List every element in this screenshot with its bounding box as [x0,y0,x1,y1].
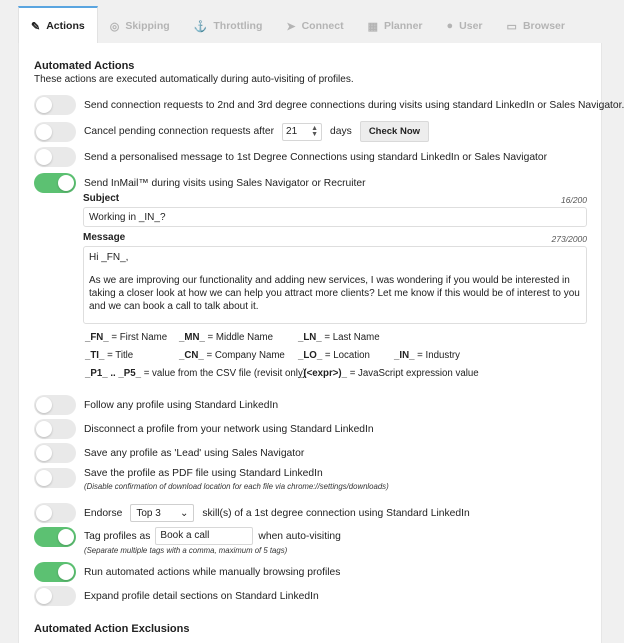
message-greeting: Hi _FN_, [89,252,129,263]
section-title: Automated Actions [34,60,135,72]
save-lead-toggle[interactable] [34,443,76,463]
endorse-suffix-label: skill(s) of a 1st degree connection using Standard LinkedIn [202,507,470,519]
cancel-pending-row [34,121,429,142]
message-body: As we are improving our functionality and adding new services, I was wondering if you would be interested in taking a closer look at how we can help you attract more clients? Let me know if this would be of interest to you and we can book a call to talk about it. [89,275,580,312]
send-connection-label: Send connection requests to 2nd and 3rd degree connections during visits using standard LinkedIn or Sales Navigator. [84,99,624,111]
cancel-days-value: 21 [286,126,298,137]
tab-label: Planner [384,20,423,32]
tag-row [34,527,341,555]
endorse-select[interactable] [130,504,194,522]
subject-label: Subject [83,193,120,204]
token-in: _IN_ = Industry [394,350,460,361]
save-pdf-note: (Disable confirmation of download location for each file via chrome://settings/downloads) [84,482,389,491]
user-icon: ● [446,20,454,32]
tab-user[interactable] [435,8,495,44]
tab-planner[interactable] [356,8,435,44]
tab-skipping[interactable] [98,8,182,44]
message-textarea[interactable] [83,246,587,324]
token-ln: _LN_ = Last Name [298,332,380,343]
subject-input[interactable] [83,207,587,227]
expand-sections-row [34,586,319,606]
follow-row [34,395,278,415]
personalised-message-label: Send a personalised message to 1st Degree Connections using standard LinkedIn or Sales Navigator [84,151,548,163]
eye-slash-icon: ◎ [109,20,120,33]
token-p: _P1_ .. _P5_ = value from the CSV file (revisit only) [85,368,307,379]
tab-browser[interactable] [495,8,577,44]
tab-label: Connect [301,20,344,32]
send-inmail-row [34,173,366,193]
tab-throttling[interactable] [182,8,275,44]
save-pdf-text [84,468,389,491]
message-label: Message [83,232,126,243]
token-expr: _(<expr>)_ = JavaScript expression value [298,368,479,379]
send-inmail-label: Send InMail™ during visits using Sales Navigator or Recruiter [84,177,366,189]
tag-suffix-label: when auto-visiting [258,530,341,542]
tab-label: User [459,20,483,32]
disconnect-row [34,419,374,439]
endorse-row [34,503,470,523]
token-fn: _FN_ = First Name [85,332,168,343]
expand-sections-label: Expand profile detail sections on Standard LinkedIn [84,590,319,602]
tab-label: Browser [522,20,565,32]
tag-toggle[interactable] [34,527,76,547]
tag-input[interactable]: Book a call [155,527,253,545]
endorse-toggle[interactable] [34,503,76,523]
check-now-button[interactable]: Check Now [360,121,429,142]
cancel-pending-toggle[interactable] [34,122,76,142]
exclusions-title: Automated Action Exclusions [34,623,190,635]
follow-toggle[interactable] [34,395,76,415]
token-ti: _TI_ = Title [85,350,134,361]
disconnect-label: Disconnect a profile from your network using Standard LinkedIn [84,423,374,435]
disconnect-toggle[interactable] [34,419,76,439]
tab-bar [18,6,602,44]
token-cn: _CN_ = Company Name [179,350,285,361]
endorse-label: Endorse [84,507,123,519]
run-manual-row [34,562,340,582]
paper-plane-icon: ➤ [286,20,296,33]
send-connection-toggle[interactable] [34,95,76,115]
laptop-icon: ▭ [506,20,517,33]
actions-panel [18,43,624,643]
save-pdf-toggle[interactable] [34,468,76,488]
save-lead-label: Save any profile as 'Lead' using Sales Navigator [84,447,305,459]
subject-counter: 16/200 [561,195,587,205]
endorse-selected-value: Top 3 [136,507,161,519]
subject-value: Working in _IN_? [89,212,166,223]
cancel-days-stepper[interactable] [282,123,322,141]
days-label: days [330,126,352,137]
tab-label: Actions [46,20,85,32]
stepper-arrows-icon[interactable]: ▲ ▼ [311,124,319,138]
tag-note: (Separate multiple tags with a comma, maximum of 5 tags) [84,546,288,555]
section-description: These actions are executed automatically during auto-visiting of profiles. [34,74,354,85]
anchor-icon: ⚓ [193,20,208,33]
save-lead-row [34,443,304,463]
tag-label: Tag profiles as [84,530,151,542]
follow-label: Follow any profile using Standard LinkedIn [84,399,279,411]
token-mn: _MN_ = Middle Name [179,332,273,343]
expand-sections-toggle[interactable] [34,586,76,606]
run-manual-label: Run automated actions while manually browsing profiles [84,566,341,578]
send-connection-row [34,95,624,115]
cancel-pending-label: Cancel pending connection requests after [84,126,275,137]
tag-text [84,527,341,555]
personalised-message-toggle[interactable] [34,147,76,167]
tab-label: Skipping [125,20,170,32]
magic-wand-icon: ✎ [31,20,41,33]
send-inmail-toggle[interactable] [34,173,76,193]
chevron-down-icon: ⌄ [179,507,189,519]
save-pdf-label: Save the profile as PDF file using Standard LinkedIn [84,468,323,479]
personalised-message-row [34,147,547,167]
tab-label: Throttling [213,20,263,32]
token-lo: _LO_ = Location [298,350,370,361]
calendar-icon: ▦ [367,20,378,33]
save-pdf-row [34,468,389,491]
tab-connect[interactable] [274,8,355,44]
tab-actions[interactable] [18,6,98,44]
message-counter: 273/2000 [551,234,587,244]
run-manual-toggle[interactable] [34,562,76,582]
